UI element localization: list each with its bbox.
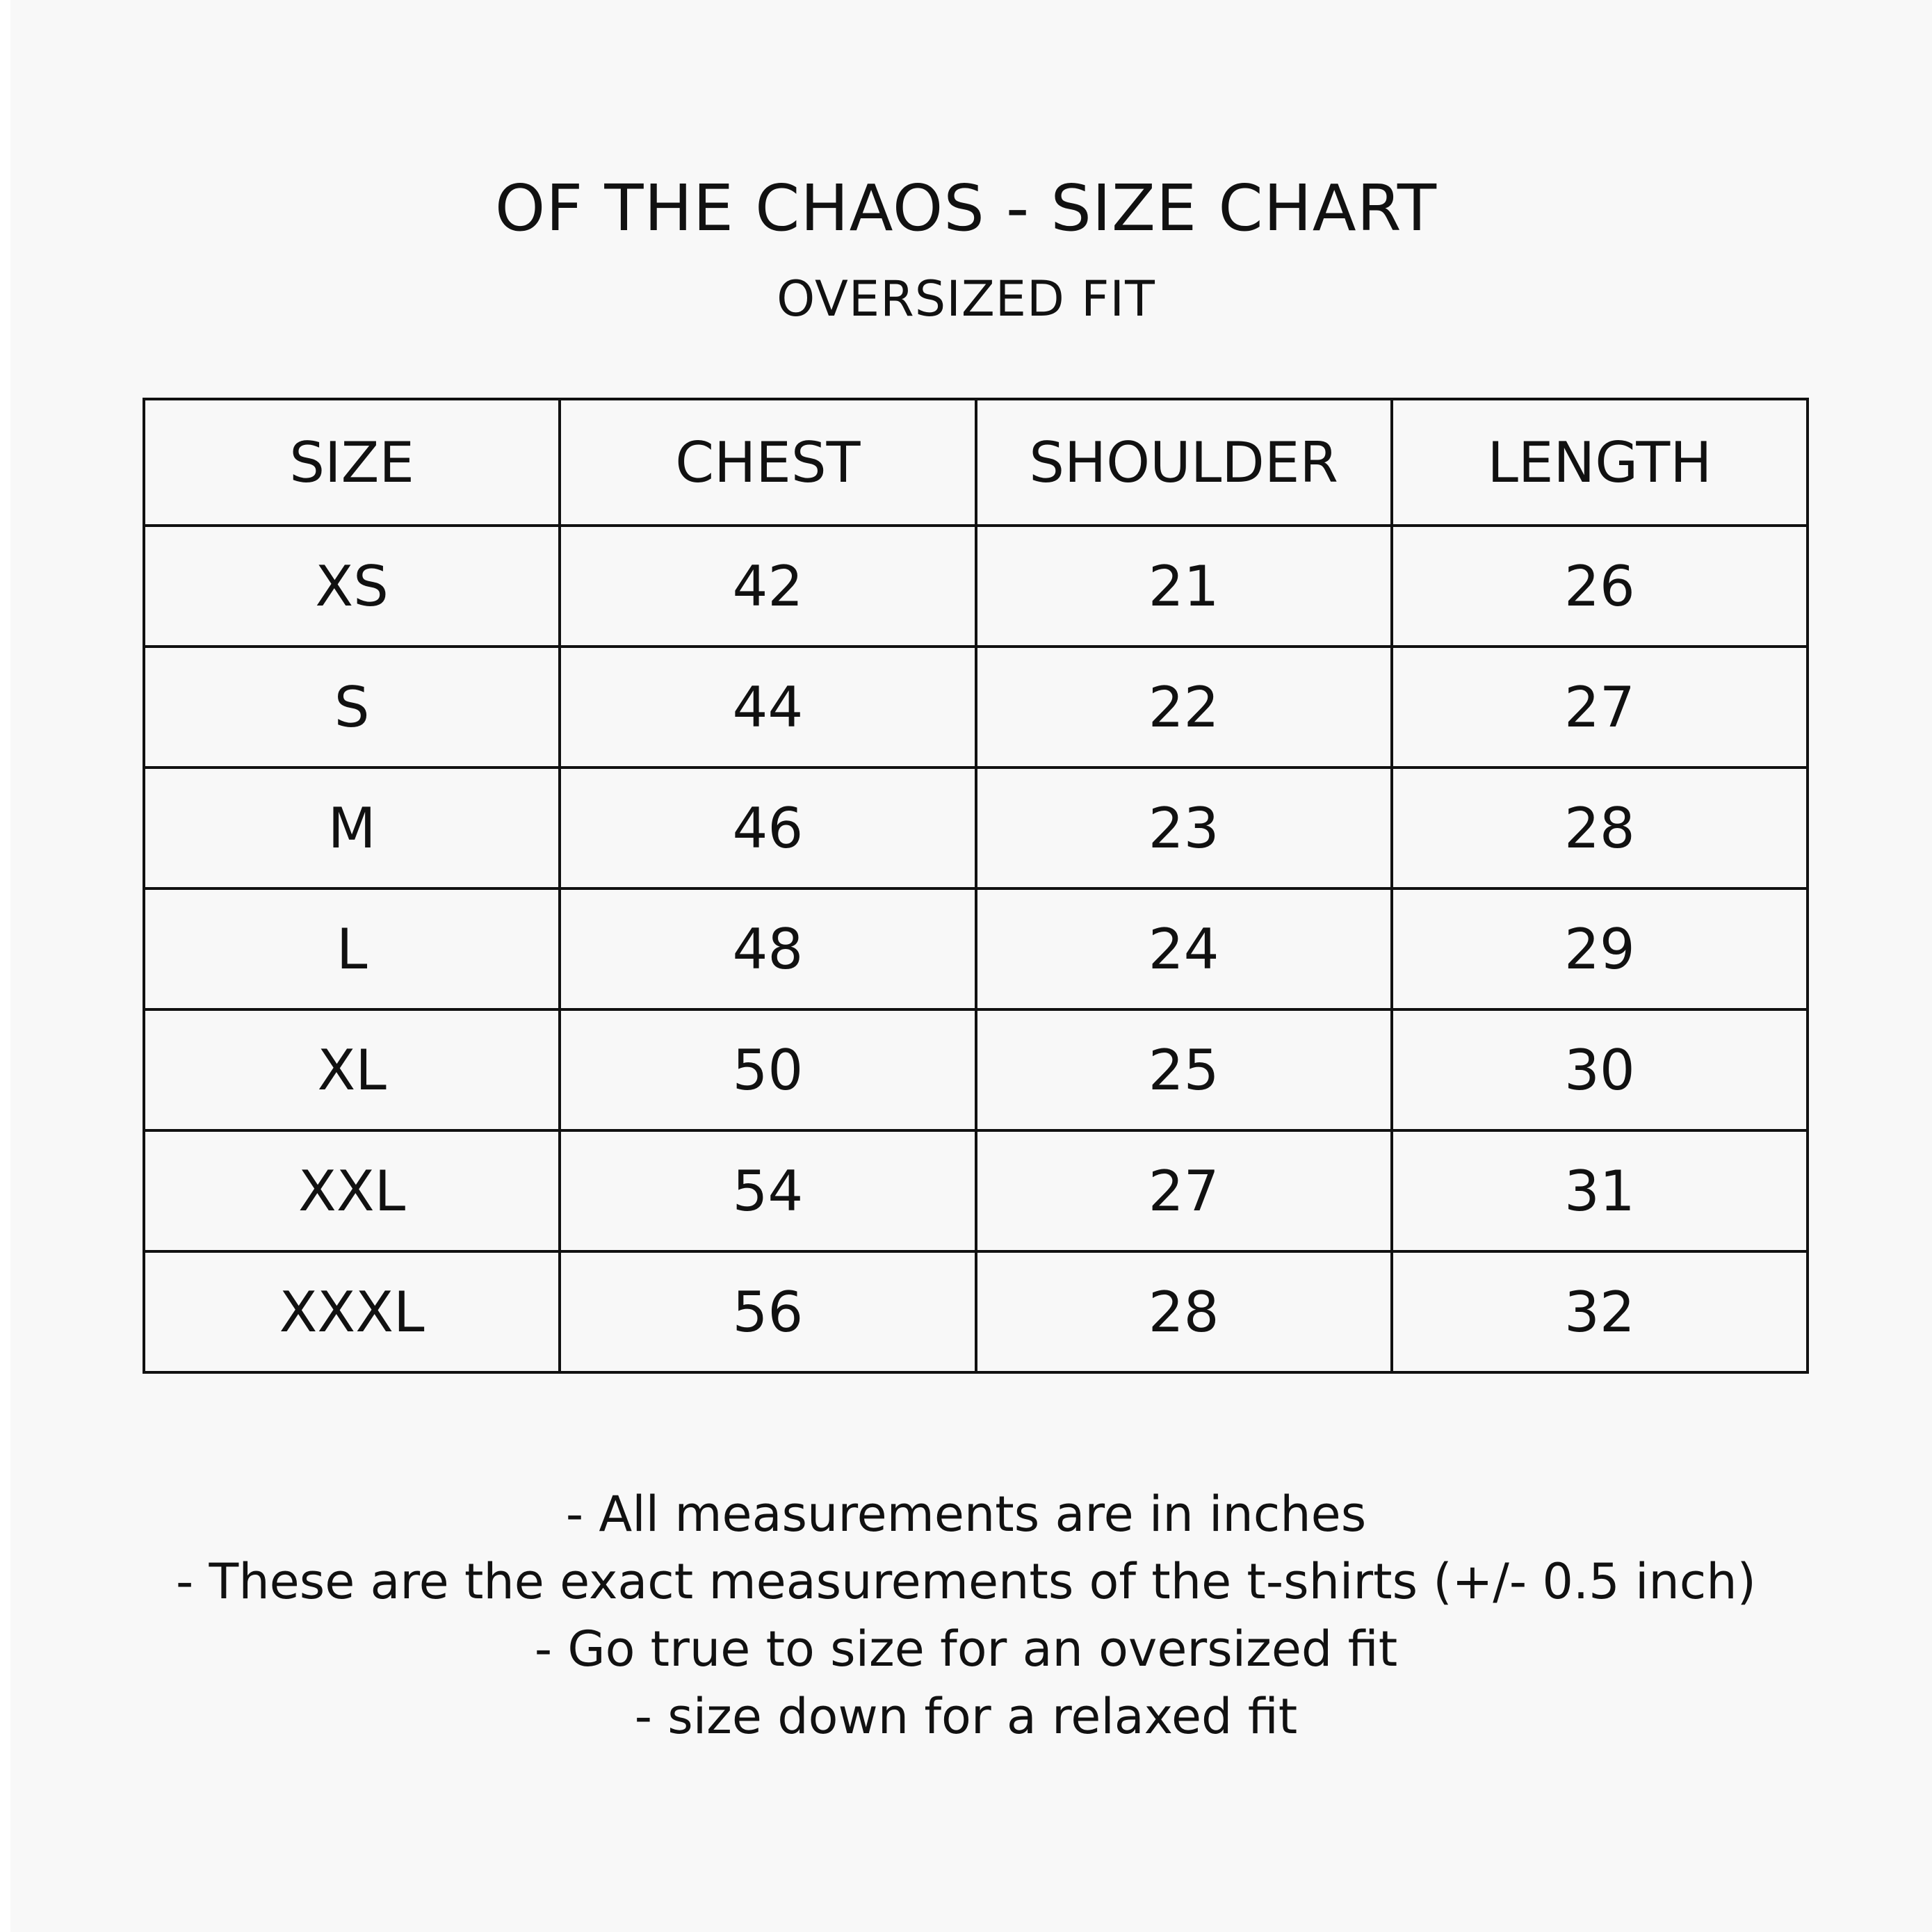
cell-size: L	[144, 888, 560, 1009]
table-row	[144, 647, 1808, 768]
cell-shoulder: 28	[976, 1251, 1392, 1372]
table-row	[144, 1009, 1808, 1130]
cell-length: 26	[1392, 526, 1808, 647]
cell-shoulder: 25	[976, 1009, 1392, 1130]
table-header-row	[144, 399, 1808, 526]
cell-chest: 56	[560, 1251, 975, 1372]
cell-chest: 44	[560, 647, 975, 768]
cell-chest: 54	[560, 1130, 975, 1251]
notes-block	[0, 1481, 1932, 1751]
table-row	[144, 1251, 1808, 1372]
cell-shoulder: 27	[976, 1130, 1392, 1251]
cell-size: M	[144, 768, 560, 888]
cell-length: 28	[1392, 768, 1808, 888]
note-line: - size down for a relaxed fit	[634, 1688, 1298, 1745]
table-row	[144, 526, 1808, 647]
page-title: OF THE CHAOS - SIZE CHART	[494, 171, 1438, 245]
cell-length: 29	[1392, 888, 1808, 1009]
cell-chest: 50	[560, 1009, 975, 1130]
cell-shoulder: 21	[976, 526, 1392, 647]
cell-shoulder: 22	[976, 647, 1392, 768]
cell-length: 30	[1392, 1009, 1808, 1130]
header-chest: CHEST	[560, 399, 975, 526]
cell-chest: 42	[560, 526, 975, 647]
cell-size: XS	[144, 526, 560, 647]
cell-length: 27	[1392, 647, 1808, 768]
size-table	[143, 398, 1809, 1374]
cell-size: XL	[144, 1009, 560, 1130]
header-length: LENGTH	[1392, 399, 1808, 526]
table-row	[144, 888, 1808, 1009]
cell-chest: 48	[560, 888, 975, 1009]
cell-chest: 46	[560, 768, 975, 888]
cell-length: 31	[1392, 1130, 1808, 1251]
cell-size: S	[144, 647, 560, 768]
note-line: - Go true to size for an oversized fit	[534, 1621, 1398, 1678]
cell-shoulder: 24	[976, 888, 1392, 1009]
cell-shoulder: 23	[976, 768, 1392, 888]
table-row	[144, 1130, 1808, 1251]
note-line: - These are the exact measurements of the t-shirts (+/- 0.5 inch)	[176, 1553, 1756, 1610]
cell-size: XXXL	[144, 1251, 560, 1372]
header-size: SIZE	[144, 399, 560, 526]
cell-size: XXL	[144, 1130, 560, 1251]
note-line: - All measurements are in inches	[565, 1486, 1367, 1543]
table-row	[144, 768, 1808, 888]
page-subtitle: OVERSIZED FIT	[777, 270, 1155, 327]
cell-length: 32	[1392, 1251, 1808, 1372]
header-shoulder: SHOULDER	[976, 399, 1392, 526]
